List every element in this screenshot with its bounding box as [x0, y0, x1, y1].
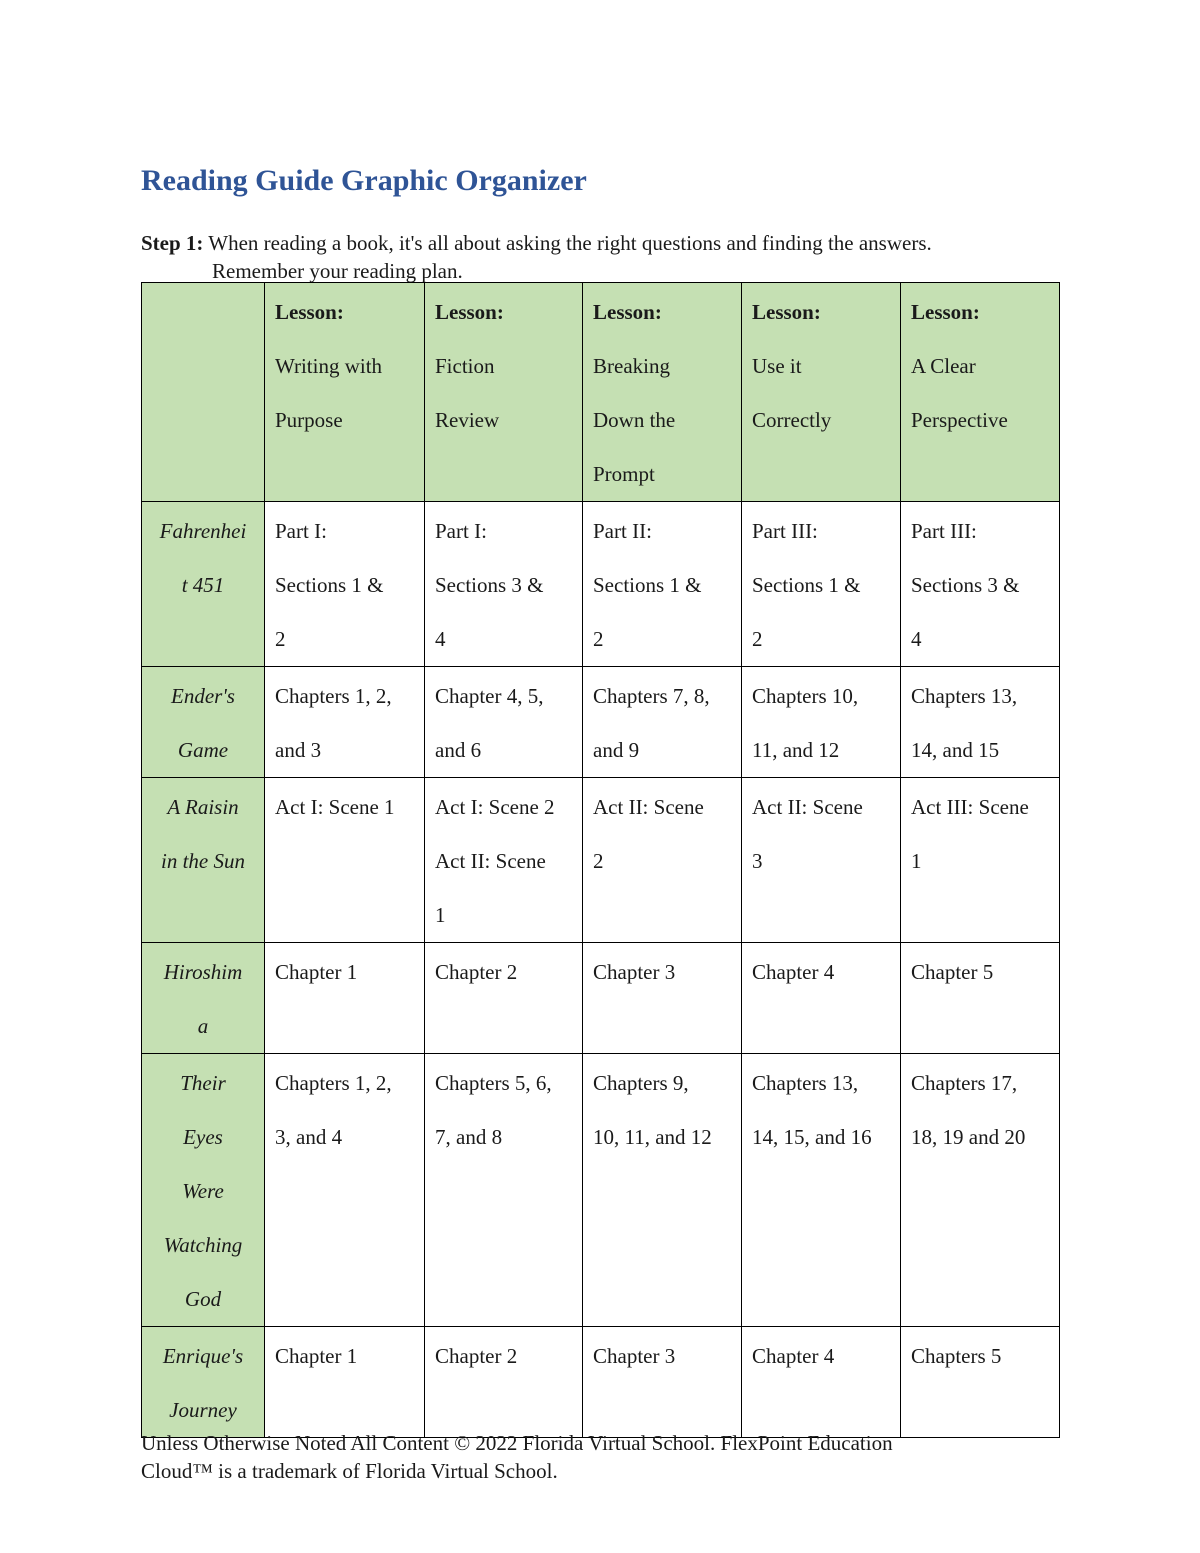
reading-assignment-cell [901, 502, 1060, 667]
assignment-line: Chapters 1, 2, [275, 684, 392, 708]
book-row [142, 1327, 1060, 1438]
book-title-line: A Raisin [167, 795, 239, 819]
lesson-label: Lesson: [275, 300, 344, 324]
book-title-line: God [184, 1287, 222, 1311]
book-title-cell [142, 943, 265, 1054]
lesson-label: Lesson: [752, 300, 821, 324]
lesson-label: Lesson: [435, 300, 504, 324]
assignment-line: Chapters 5 [911, 1344, 1002, 1368]
step-label: Step 1: [141, 231, 204, 255]
footer-line-1: Unless Otherwise Noted All Content © 2022 Florida Virtual School. FlexPoint Education [141, 1431, 893, 1455]
assignment-line: Chapters 13, [752, 1071, 859, 1095]
book-title-line: in the Sun [161, 849, 245, 873]
assignment-line: Part I: [435, 519, 487, 543]
reading-assignment-cell [265, 943, 425, 1054]
book-row [142, 1054, 1060, 1327]
lesson-title-line: Down the [593, 408, 676, 432]
assignment-line: Chapter 3 [593, 1344, 676, 1368]
assignment-line: Part II: [593, 519, 652, 543]
assignment-line: Act II: Scene [435, 849, 546, 873]
step-text-continued: Remember your reading plan. [212, 259, 463, 283]
reading-assignment-cell [583, 943, 742, 1054]
assignment-line: Chapters 7, 8, [593, 684, 710, 708]
lesson-header-2 [425, 283, 583, 502]
assignment-line: Chapter 1 [275, 960, 358, 984]
assignment-line: Act II: Scene [593, 795, 704, 819]
assignment-line: Sections 1 & [752, 573, 861, 597]
lesson-header-1 [265, 283, 425, 502]
assignment-line: and 6 [435, 738, 482, 762]
book-title-line: Enrique's [162, 1344, 244, 1368]
reading-assignment-cell [742, 1054, 901, 1327]
book-title-line: Ender's [171, 684, 235, 708]
assignment-line: Part I: [275, 519, 327, 543]
book-row [142, 502, 1060, 667]
assignment-line: Chapters 13, [911, 684, 1018, 708]
assignment-line: Sections 3 & [435, 573, 544, 597]
lesson-title-line: Correctly [752, 408, 832, 432]
assignment-line: 2 [593, 627, 604, 651]
book-title-line: Watching [163, 1233, 243, 1257]
book-row [142, 943, 1060, 1054]
reading-assignment-cell [742, 667, 901, 778]
assignment-line: 2 [275, 627, 286, 651]
assignment-line: Sections 1 & [275, 573, 384, 597]
assignment-line: Sections 3 & [911, 573, 1020, 597]
assignment-line: Part III: [911, 519, 977, 543]
book-title-line: Journey [169, 1398, 237, 1422]
reading-assignment-cell [583, 667, 742, 778]
assignment-line: Sections 1 & [593, 573, 702, 597]
book-title-line: t 451 [181, 573, 225, 597]
assignment-line: Act I: Scene 1 [275, 795, 395, 819]
assignment-line: 7, and 8 [435, 1125, 503, 1149]
book-title-line: Hiroshim [163, 960, 243, 984]
assignment-line: Chapters 1, 2, [275, 1071, 392, 1095]
assignment-line: Chapter 3 [593, 960, 676, 984]
assignment-line: Chapters 5, 6, [435, 1071, 552, 1095]
assignment-line: 4 [911, 627, 922, 651]
assignment-line: Act I: Scene 2 [435, 795, 555, 819]
reading-assignment-cell [901, 667, 1060, 778]
assignment-line: Chapters 10, [752, 684, 859, 708]
lesson-header-4 [742, 283, 901, 502]
lesson-title-line: Use it [752, 354, 802, 378]
reading-assignment-cell [265, 1054, 425, 1327]
assignment-line: Chapter 2 [435, 1344, 518, 1368]
assignment-line: 3 [752, 849, 763, 873]
book-title-cell [142, 667, 265, 778]
assignment-line: Chapters 17, [911, 1071, 1018, 1095]
book-title-cell [142, 778, 265, 943]
assignment-line: 1 [911, 849, 922, 873]
reading-organizer-table [141, 282, 1060, 1438]
reading-assignment-cell [583, 1327, 742, 1438]
book-row [142, 778, 1060, 943]
step-text: When reading a book, it's all about asking the right questions and finding the answers. [203, 231, 932, 255]
assignment-line: 14, and 15 [911, 738, 1000, 762]
book-title-cell [142, 1327, 265, 1438]
assignment-line: 2 [752, 627, 763, 651]
reading-assignment-cell [425, 1327, 583, 1438]
reading-assignment-cell [425, 502, 583, 667]
lesson-title-line: Review [435, 408, 500, 432]
assignment-line: Part III: [752, 519, 818, 543]
lesson-title-line: Purpose [275, 408, 343, 432]
assignment-line: 18, 19 and 20 [911, 1125, 1026, 1149]
book-title-line: Game [177, 738, 229, 762]
assignment-line: 3, and 4 [275, 1125, 343, 1149]
reading-assignment-cell [583, 778, 742, 943]
copyright-footer [141, 1429, 1021, 1485]
assignment-line: 10, 11, and 12 [593, 1125, 712, 1149]
lesson-title-line: Perspective [911, 408, 1008, 432]
lesson-title-line: A Clear [911, 354, 976, 378]
assignment-line: Chapter 1 [275, 1344, 358, 1368]
assignment-line: 4 [435, 627, 446, 651]
reading-assignment-cell [901, 778, 1060, 943]
reading-assignment-cell [265, 778, 425, 943]
assignment-line: and 9 [593, 738, 640, 762]
lesson-header-3 [583, 283, 742, 502]
reading-assignment-cell [901, 943, 1060, 1054]
reading-assignment-cell [742, 1327, 901, 1438]
reading-assignment-cell [742, 943, 901, 1054]
reading-assignment-cell [901, 1054, 1060, 1327]
reading-assignment-cell [265, 502, 425, 667]
corner-cell [142, 283, 265, 502]
step-instructions [141, 229, 1071, 285]
reading-assignment-cell [265, 1327, 425, 1438]
lesson-label: Lesson: [593, 300, 662, 324]
lesson-title-line: Breaking [593, 354, 670, 378]
assignment-line: Chapter 4, 5, [435, 684, 544, 708]
book-title-cell [142, 502, 265, 667]
assignment-line: Chapter 4 [752, 960, 835, 984]
book-title-line: a [197, 1014, 209, 1038]
assignment-line: 14, 15, and 16 [752, 1125, 872, 1149]
reading-assignment-cell [425, 1054, 583, 1327]
lesson-label: Lesson: [911, 300, 980, 324]
reading-assignment-cell [742, 778, 901, 943]
assignment-line: Act II: Scene [752, 795, 863, 819]
book-title-line: Eyes [183, 1125, 223, 1149]
reading-assignment-cell [901, 1327, 1060, 1438]
assignment-line: Chapter 5 [911, 960, 994, 984]
assignment-line: 2 [593, 849, 604, 873]
book-row [142, 667, 1060, 778]
reading-assignment-cell [425, 778, 583, 943]
lesson-title-line: Fiction [435, 354, 495, 378]
reading-assignment-cell [265, 667, 425, 778]
lesson-title-line: Prompt [593, 462, 655, 486]
page-title: Reading Guide Graphic Organizer [141, 164, 587, 197]
book-title-cell [142, 1054, 265, 1327]
lesson-header-5 [901, 283, 1060, 502]
reading-assignment-cell [425, 667, 583, 778]
reading-assignment-cell [742, 502, 901, 667]
assignment-line: 11, and 12 [752, 738, 840, 762]
assignment-line: Act III: Scene [911, 795, 1029, 819]
assignment-line: 1 [435, 903, 446, 927]
book-title-line: Fahrenhei [159, 519, 247, 543]
book-title-line: Were [182, 1179, 224, 1203]
assignment-line: Chapter 2 [435, 960, 518, 984]
header-row [142, 283, 1060, 502]
footer-line-2: Cloud™ is a trademark of Florida Virtual School. [141, 1459, 558, 1483]
book-title-line: Their [180, 1071, 226, 1095]
reading-assignment-cell [425, 943, 583, 1054]
lesson-title-line: Writing with [275, 354, 383, 378]
reading-assignment-cell [583, 1054, 742, 1327]
assignment-line: Chapter 4 [752, 1344, 835, 1368]
assignment-line: Chapters 9, [593, 1071, 689, 1095]
assignment-line: and 3 [275, 738, 322, 762]
reading-assignment-cell [583, 502, 742, 667]
